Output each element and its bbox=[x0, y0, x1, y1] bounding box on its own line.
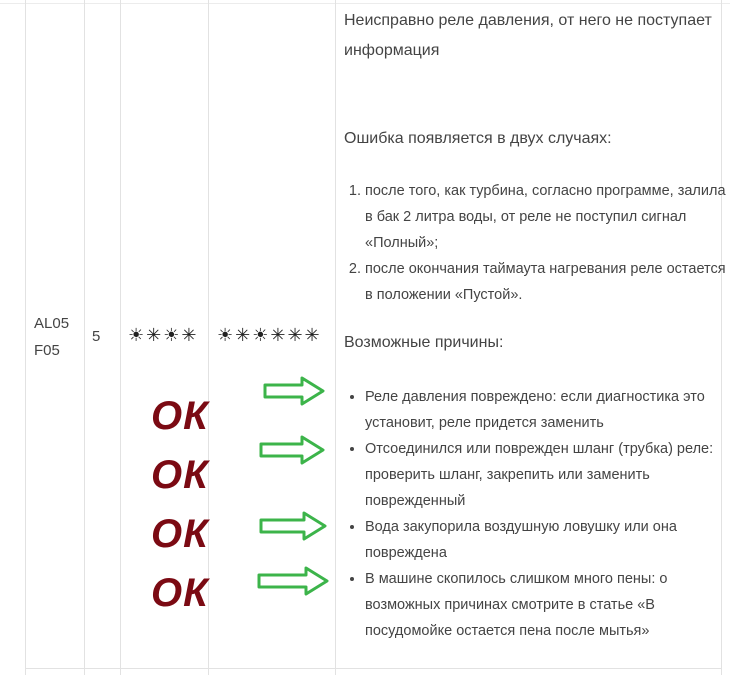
error-code-al: AL05 bbox=[34, 315, 70, 332]
row-bottom-border bbox=[25, 668, 722, 669]
ok-annotation: ОК bbox=[151, 571, 209, 615]
ok-annotation: ОК bbox=[151, 453, 209, 497]
arrow-right-icon bbox=[258, 434, 326, 466]
ok-annotation: ОК bbox=[151, 394, 209, 438]
column-divider bbox=[335, 0, 336, 675]
indicator-pattern-a: ☀✳☀✳ bbox=[128, 325, 199, 345]
description-cell bbox=[344, 6, 726, 639]
reasons-list bbox=[344, 384, 730, 644]
table-top-border bbox=[0, 3, 730, 4]
list-item: 1. после того, как турбина, согласно программе, залила в бак 2 литра воды, от реле не поступил сигнал «Полный»; bbox=[365, 178, 730, 256]
error-code-cell bbox=[34, 310, 69, 364]
cases-heading: Ошибка появляется в двух случаях: bbox=[344, 130, 612, 147]
column-divider bbox=[25, 0, 26, 675]
error-code-f: F05 bbox=[34, 342, 60, 359]
arrow-right-icon bbox=[258, 510, 328, 542]
list-item: • В машине скопилось слишком много пены: о возможных причинах смотрите в статье «В посудомойке остается пена после мытья» bbox=[365, 566, 730, 644]
arrow-right-icon bbox=[262, 375, 326, 407]
arrow-right-icon bbox=[256, 565, 330, 597]
list-item: 2. после окончания таймаута нагревания реле остается в положении «Пустой». bbox=[365, 256, 730, 308]
column-divider bbox=[84, 0, 85, 675]
list-item: • Отсоединился или поврежден шланг (трубка) реле: проверить шланг, закрепить или заменить поврежденный bbox=[365, 436, 730, 514]
ok-annotation: ОК bbox=[151, 512, 209, 556]
description-intro: Неисправно реле давления, от него не поступает информация bbox=[344, 12, 712, 59]
blink-count-cell: 5 bbox=[92, 328, 101, 345]
cases-list bbox=[344, 178, 730, 308]
column-divider bbox=[120, 0, 121, 675]
indicator-pattern-b: ☀✳☀✳✳✳ bbox=[217, 325, 322, 345]
list-item: • Вода закупорила воздушную ловушку или она повреждена bbox=[365, 514, 730, 566]
list-item: • Реле давления повреждено: если диагностика это установит, реле придется заменить bbox=[365, 384, 730, 436]
reasons-heading: Возможные причины: bbox=[344, 334, 504, 351]
